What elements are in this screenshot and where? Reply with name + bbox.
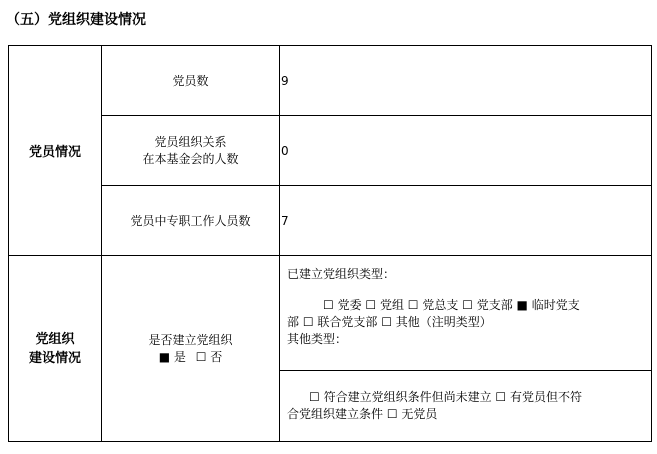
table-border-bottom [8,441,652,442]
org-group-label [9,256,101,441]
fulltime-member-value: 7 [281,213,289,228]
org-type-options-line1[interactable]: ☐ 党委 ☐ 党组 ☐ 党总支 ☐ 党支部 ■ 临时党支 [323,298,580,312]
established-type-block [287,266,647,348]
established-type-label: 已建立党组织类型： [287,267,396,281]
org-group-label-line2: 建设情况 [28,350,81,366]
section-title: （五）党组织建设情况 [6,12,146,28]
org-group-label-line1: 党组织 [35,331,75,347]
unestablished-options-line2[interactable]: 合党组织建立条件 ☐ 无党员 [287,407,438,421]
fulltime-member-label: 党员中专职工作人员数 [130,214,251,228]
row-divider-4 [279,370,652,371]
member-relation-value: 0 [281,143,289,158]
question-label: 是否建立党组织 [148,332,233,347]
answer-no-checkbox[interactable]: ☐ 否 [195,349,223,364]
col-divider-2 [279,45,280,442]
member-count-value: 9 [281,73,289,88]
member-count-label: 党员数 [172,74,209,88]
member-relation-label [102,116,279,185]
other-type-label: 其他类型： [287,332,348,346]
table-border-right [651,45,652,442]
unestablished-block [287,389,647,423]
answer-options [159,349,223,366]
unestablished-options-line1[interactable]: ☐ 符合建立党组织条件但尚未建立 ☐ 有党员但不符 [309,390,582,404]
org-type-options-line2[interactable]: 部 ☐ 联合党支部 ☐ 其他（注明类型） [287,315,492,329]
org-established-question [102,256,279,441]
member-relation-label-line1: 党员组织关系 [154,134,227,149]
member-relation-label-line2: 在本基金会的人数 [142,151,239,166]
members-group-label: 党员情况 [28,145,81,160]
answer-yes-checkbox[interactable]: ■ 是 [158,349,186,364]
